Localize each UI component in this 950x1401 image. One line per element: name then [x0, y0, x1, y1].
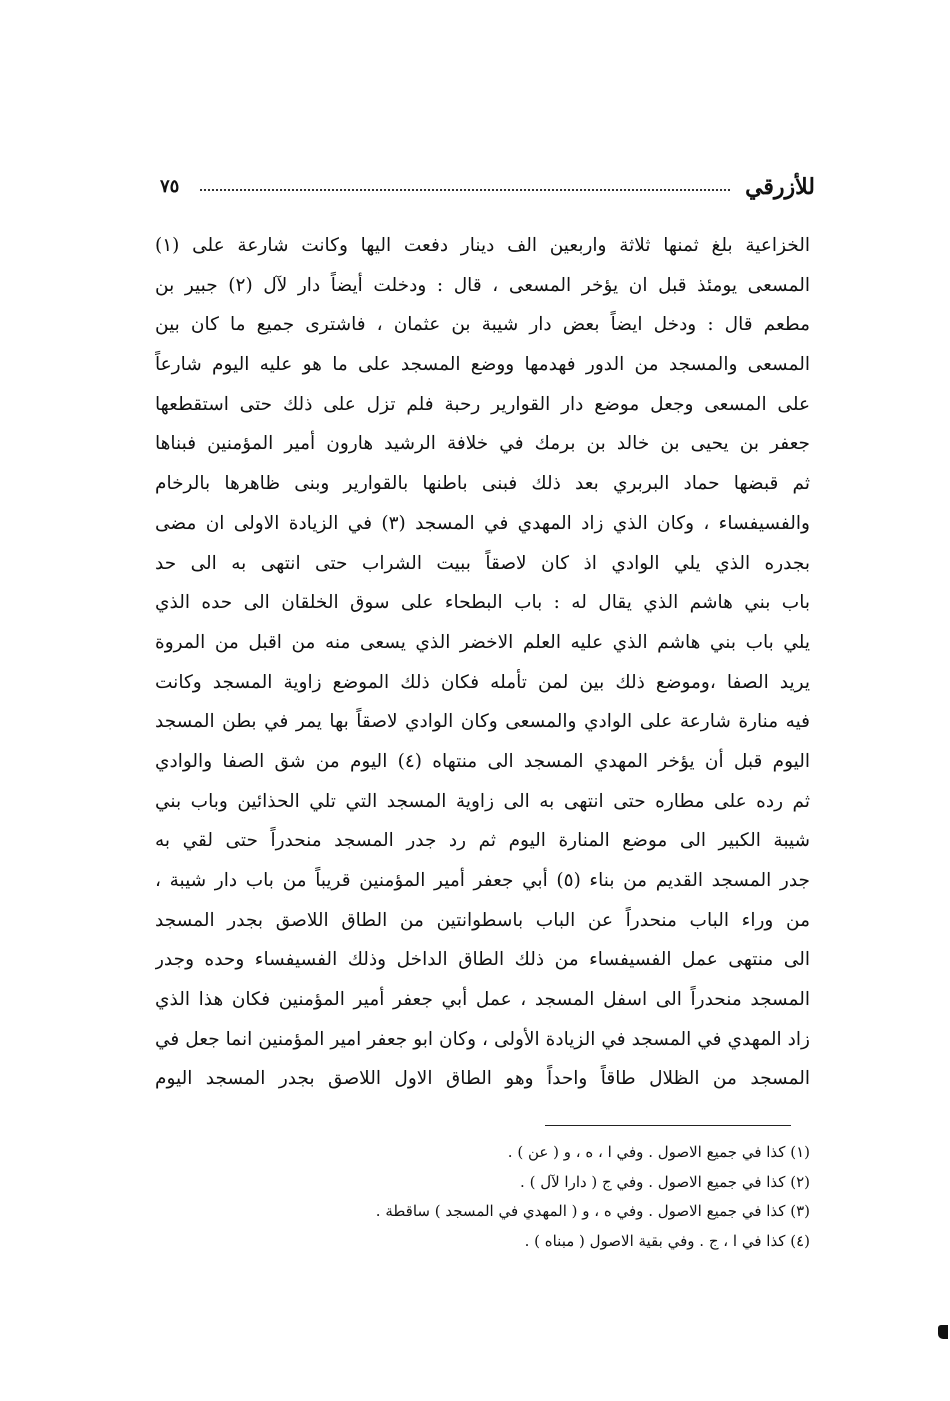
text-line: من وراء الباب منحدراً عن الباب باسطوانتين من الطاق اللاصق بجدر المسجد [155, 909, 810, 931]
text-line: بجدره الذي يلي الوادي اذ كان لاصقاً ببيت الشراب حتى انتهى به الى حد [155, 552, 810, 574]
running-header [160, 172, 815, 204]
text-line: يريد الصفا ،وموضع ذلك بين لمن تأمله فكان ذلك الموضع زاوية المسجد وكانت [155, 671, 810, 693]
footnote-item: (٢) كذا في جميع الاصول . وفي ج ( دارا لآل ) . [520, 1172, 810, 1191]
text-line: مطعم قال : ودخل ايضاً بعض دار شيبة بن عثمان ، فاشترى جميع ما كان بين [155, 314, 810, 336]
text-line: باب بني هاشم الذي يقال له : باب البطحاء على سوق الخلقان الى حده الذي [155, 592, 810, 614]
text-line: على المسعى وجعل موضع دار القوارير رحبة فلم تزل على ذلك حتى استقطعها [155, 393, 810, 415]
text-line: فيه منارة شارعة على الوادي والمسعى وكان الوادي لاصقاً بها يمر في بطن المسجد [155, 711, 810, 733]
text-line: زاد المهدي في المسجد في الزيادة الأولى ، وكان ابو جعفر امير المؤمنين انما جعل في [155, 1028, 810, 1050]
footnote-item: (١) كذا في جميع الاصول . وفي ا ، ه ، و ( عن ) . [507, 1143, 810, 1161]
text-line: يلي باب بني هاشم الذي عليه العلم الاخضر الذي يسعى منه من اقبل من المروة [155, 631, 810, 653]
text-line: الى منتهى عمل الفسيفساء من ذلك الطاق الداخل وذلك الفسيفساء وحده وجدر [155, 949, 810, 971]
text-line: جعفر بن يحيى بن خالد بن برمك في خلافة الرشيد هارون أمير المؤمنين فبناها [155, 433, 810, 455]
main-text [155, 226, 810, 1099]
text-line: المسعى يومئذ قبل ان يؤخر المسعى ، قال : ودخلت أيضاً دار لآل (٢) جبير بن [155, 274, 810, 296]
page-number: ٧٥ [160, 176, 180, 197]
text-line: المسعى والمسجد من الدور فهدمها ووضع المسجد على ما هو عليه اليوم شارعاً [155, 354, 810, 376]
text-line: المسجد منحدراً الى اسفل المسجد ، عمل أبي جعفر أمير المؤمنين فكان هذا الذي [155, 989, 810, 1011]
text-line: شيبة الكبير الى موضع المنارة اليوم ثم رد جدر المسجد منحدراً حتى لقي به [155, 830, 810, 852]
footnote-separator [545, 1125, 791, 1126]
text-line: ثم قبضها حماد البربري بعد ذلك فبنى باطنها بالقوارير وبنى ظاهرها بالرخام [155, 473, 810, 495]
scan-edge-mark [938, 1325, 948, 1339]
footnote-item: (٤) كذا في ا ، ج . وفي بقية الاصول ( مبناه ) . [524, 1231, 810, 1250]
text-line: الخزاعية بلغ ثمنها ثلاثة واربعين الف دينار دفعت اليها وكانت شارعة على (١) [155, 235, 810, 256]
text-line: ثم رده على مطاره حتى انتهى به الى زاوية المسجد التي تلي الحذائين وباب بني [155, 790, 810, 812]
header-dotted-leader [200, 189, 730, 191]
running-title: للأزرقي [745, 174, 815, 200]
footnotes [260, 1138, 810, 1256]
footnote-item: (٣) كذا في جميع الاصول . وفي ه ، و ( المهدي في المسجد ) ساقطة . [375, 1202, 810, 1220]
text-line: اليوم قبل أن يؤخر المهدي المسجد الى منتهاه (٤) اليوم من شق الصفا والوادي [155, 750, 810, 772]
text-line: المسجد من الظلال طاقاً واحداً وهو الطاق الاول اللاصق بجدر المسجد اليوم [155, 1068, 810, 1090]
text-line: والفسيفساء ، وكان الذي زاد المهدي في المسجد (٣) في الزيادة الاولى ان مضى [155, 512, 810, 534]
text-line: جدر المسجد القديم من بناء (٥) أبي جعفر أمير المؤمنين قريباً من باب دار شيبة ، [155, 870, 810, 891]
